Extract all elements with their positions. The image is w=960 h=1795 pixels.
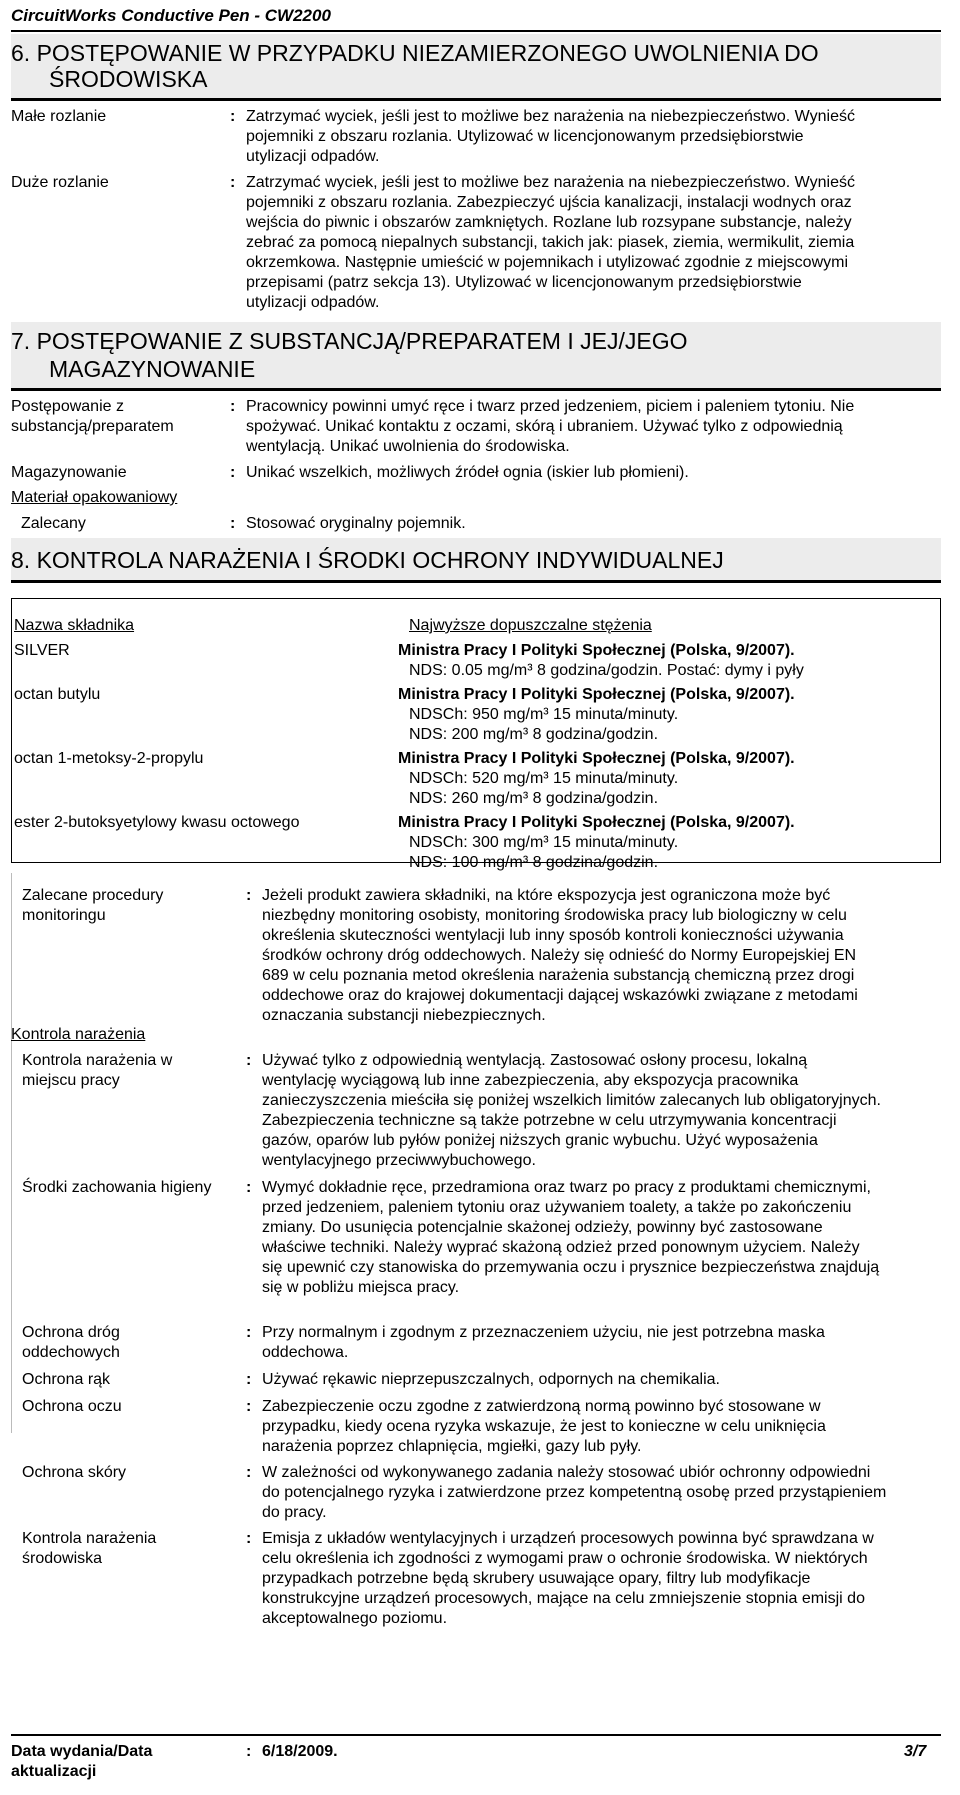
- text-line: do pracy.: [262, 1504, 327, 1521]
- hand-protection-label: Ochrona rąk: [22, 1371, 111, 1388]
- component-name: ester 2-butoksyetylowy kwasu octowego: [14, 814, 300, 831]
- text-line: oddechowa.: [262, 1344, 349, 1361]
- recommended-text: Stosować oryginalny pojemnik.: [246, 515, 466, 532]
- text-line: spożywać. Unikać kontaktu z oczami, skórą i ubraniem. Używać tylko z odpowiednią: [246, 418, 843, 435]
- limit-value: NDS: 260 mg/m³ 8 godzina/godzin.: [409, 790, 659, 807]
- text-line: narażenia poprzez chlapnięcia, mgiełki, gazy lub pyły.: [262, 1438, 642, 1455]
- issue-date-value: 6/18/2009.: [262, 1743, 338, 1760]
- text-line: się upewnić czy stanowiska do przemywania oczu i prysznice bezpieczeństwa znajdują: [262, 1259, 880, 1276]
- colon: :: [230, 464, 236, 481]
- text-line: oznaczania substancji niebezpiecznych.: [262, 1007, 546, 1024]
- section-7-title-line2: MAGAZYNOWANIE: [49, 356, 256, 382]
- colon: :: [246, 1464, 252, 1481]
- workplace-label-line1: Kontrola narażenia w: [22, 1052, 173, 1069]
- hygiene-text: [262, 1178, 942, 1298]
- text-line: wentylację wyciągową lub inne zabezpieczenia, aby ekspozycja pracownika: [262, 1072, 799, 1089]
- text-line: przepisami (patrz sekcja 13). Utylizować w licencjonowanym przedsiębiorstwie: [246, 274, 802, 291]
- text-line: Pracownicy powinni umyć ręce i twarz przed jedzeniem, piciem i paleniem tytoniu. Nie: [246, 398, 855, 415]
- text-line: Przy normalnym i zgodnym z przeznaczeniem użyciu, nie jest potrzebna maska: [262, 1324, 825, 1341]
- text-line: Jeżeli produkt zawiera składniki, na które ekspozycja jest ograniczona może być: [262, 887, 831, 904]
- colon: :: [230, 174, 236, 191]
- text-line: wentylacyjnego przeciwwybuchowego.: [262, 1152, 536, 1169]
- text-line: zmiany. Do usunięcia potencjalnie skażonej odzieży, powinny być zastosowane: [262, 1219, 823, 1236]
- eye-protection-text: [262, 1397, 942, 1457]
- text-line: 689 w celu poznania metod określenia narażenia substancją chemiczną przez drogi: [262, 967, 855, 984]
- limit-source: Ministra Pracy I Polityki Społecznej (Polska, 9/2007).: [398, 686, 795, 703]
- issue-date-label-line2: aktualizacji: [11, 1763, 97, 1780]
- monitoring-label: [22, 886, 163, 926]
- colon: :: [246, 887, 252, 904]
- colon: :: [246, 1743, 252, 1760]
- monitoring-text: [262, 886, 942, 1026]
- section-6-title-line2: ŚRODOWISKA: [49, 66, 208, 92]
- text-line: konstrukcyjne urządzeń procesowych, mające na celu zmniejszenie stopnia emisji do: [262, 1590, 865, 1607]
- text-line: gazów, oparów lub pyłów poniżej niższych granic wybuchu. Użyć wyposażenia: [262, 1132, 818, 1149]
- text-line: przypadkach potrzebne będą skrubery usuwające opary, filtry lub modyfikacje: [262, 1570, 811, 1587]
- handling-label-line1: Postępowanie z: [11, 398, 124, 415]
- colon: :: [230, 108, 236, 125]
- text-line: przypadku, kiedy ocena ryzyka wskazuje, że jest to konieczne w celu uniknięcia: [262, 1418, 826, 1435]
- colon: :: [230, 398, 236, 415]
- component-name: octan 1-metoksy-2-propylu: [14, 750, 204, 767]
- text-line: środków ochrony dróg oddechowych. Należy się odnieść do Normy Europejskiej EN: [262, 947, 857, 964]
- text-line: oddechowe oraz do krajowej dokumentacji dającej wskazówki związane z metodami: [262, 987, 858, 1004]
- text-line: wentylacją. Unikać uwolnienia do środowiska.: [246, 438, 570, 455]
- text-line: do potencjalnego ryzyka i zatwierdzone przez kompetentną osobę przed przystąpieniem: [262, 1484, 887, 1501]
- text-line: Emisja z układów wentylacyjnych i urządzeń procesowych powinna być sprawdzana w: [262, 1530, 874, 1547]
- workplace-label-line2: miejscu pracy: [22, 1072, 120, 1089]
- text-line: określenia skuteczności wentylacji lub inny sposób kontroli konieczności używania: [262, 927, 844, 944]
- section-8-title: 8. KONTROLA NARAŻENIA I ŚRODKI OCHRONY INDYWIDUALNEJ: [11, 547, 724, 573]
- respiratory-label-line1: Ochrona dróg: [22, 1324, 120, 1341]
- section-6-title-line1: 6. POSTĘPOWANIE W PRZYPADKU NIEZAMIERZONEGO UWOLNIENIA DO: [11, 40, 819, 66]
- text-line: przed jedzeniem, paleniem tytoniu oraz używaniem toalety, a także po zakończeniu: [262, 1199, 852, 1216]
- column-header-limits: Najwyższe dopuszczalne stężenia: [409, 617, 652, 634]
- workplace-control-label: [22, 1051, 172, 1091]
- handling-label-line2: substancją/preparatem: [11, 418, 174, 435]
- issue-date-label-line1: Data wydania/Data: [11, 1743, 153, 1760]
- footer-rule: [11, 1734, 941, 1736]
- text-line: okrzemkowa. Następnie umieścić w pojemnikach i utylizować zgodnie z miejscowymi: [246, 254, 848, 271]
- text-line: akceptowalnego poziomu.: [262, 1610, 448, 1627]
- text-line: właściwe techniki. Należy wyprać skażoną odzież przed ponownym użyciem. Należy: [262, 1239, 860, 1256]
- text-line: celu określenia ich zgodności z wymogami praw o ochronie środowiska. W niektórych: [262, 1550, 868, 1567]
- hygiene-label: Środki zachowania higieny: [22, 1179, 212, 1196]
- colon: :: [246, 1052, 252, 1069]
- section-6-banner: [11, 34, 941, 98]
- monitoring-label-line1: Zalecane procedury: [22, 887, 164, 904]
- header-rule: [11, 30, 941, 32]
- limit-value: NDSCh: 520 mg/m³ 15 minuta/minuty.: [409, 770, 679, 787]
- component-name: SILVER: [14, 642, 70, 659]
- text-line: niezbędny monitoring osobisty, monitoring środowiska pracy lub biologiczny w celu: [262, 907, 847, 924]
- limit-source: Ministra Pracy I Polityki Społecznej (Polska, 9/2007).: [398, 750, 795, 767]
- handling-text: [246, 397, 946, 457]
- issue-date-label: [11, 1742, 152, 1782]
- text-line: się w pobliżu miejsca pracy.: [262, 1279, 460, 1296]
- exposure-control-heading: Kontrola narażenia: [11, 1026, 146, 1043]
- colon: :: [246, 1371, 252, 1388]
- skin-protection-label: Ochrona skóry: [22, 1464, 127, 1481]
- colon: :: [246, 1179, 252, 1196]
- column-header-component: Nazwa składnika: [14, 617, 135, 634]
- text-line: utylizacji odpadów.: [246, 294, 380, 311]
- recommended-label: Zalecany: [21, 515, 86, 532]
- small-spill-label: Małe rozlanie: [11, 108, 107, 125]
- section-6-rule: [11, 98, 941, 101]
- limit-value: NDS: 100 mg/m³ 8 godzina/godzin.: [409, 854, 659, 871]
- colon: :: [246, 1324, 252, 1341]
- handling-label: [11, 397, 174, 437]
- text-line: pojemniki z obszaru rozlania. Zabezpieczyć ujścia kanalizacji, instalacji wodnych oraz: [246, 194, 852, 211]
- environment-label-line2: środowiska: [22, 1550, 103, 1567]
- document-header-title: CircuitWorks Conductive Pen - CW2200: [11, 6, 331, 25]
- section-7-title-line1: 7. POSTĘPOWANIE Z SUBSTANCJĄ/PREPARATEM I JEJ/JEGO: [11, 328, 688, 354]
- text-line: Zabezpieczenia techniczne są także potrzebne w celu utrzymywania koncentracji: [262, 1112, 837, 1129]
- large-spill-text: [246, 173, 946, 313]
- limit-value: NDS: 0.05 mg/m³ 8 godzina/godzin. Postać: dymy i pyły: [409, 662, 804, 679]
- small-spill-text: [246, 107, 946, 167]
- large-spill-label: Duże rozlanie: [11, 174, 109, 191]
- text-line: pojemniki z obszaru rozlania. Utylizować w licencjonowanym przedsiębiorstwie: [246, 128, 804, 145]
- limit-source: Ministra Pracy I Polityki Społecznej (Polska, 9/2007).: [398, 642, 795, 659]
- workplace-control-text: [262, 1051, 942, 1171]
- text-line: W zależności od wykonywanego zadania należy stosować ubiór ochronny odpowiedni: [262, 1464, 871, 1481]
- respiratory-protection-text: [262, 1323, 942, 1363]
- respiratory-label-line2: oddechowych: [22, 1344, 120, 1361]
- text-line: Zatrzymać wyciek, jeśli jest to możliwe bez narażenia na niebezpieczeństwo. Wynieść: [246, 108, 855, 125]
- text-line: Wymyć dokładnie ręce, przedramiona oraz twarz po pracy z produktami chemicznymi,: [262, 1179, 871, 1196]
- skin-protection-text: [262, 1463, 942, 1523]
- section-7-banner: [11, 322, 941, 388]
- section-8-banner: [11, 538, 941, 580]
- page-number: 3/7: [904, 1743, 927, 1760]
- respiratory-protection-label: [22, 1323, 120, 1363]
- storage-text: Unikać wszelkich, możliwych źródeł ognia (iskier lub płomieni).: [246, 464, 689, 481]
- text-line: Zatrzymać wyciek, jeśli jest to możliwe bez narażenia na niebezpieczeństwo. Wynieść: [246, 174, 855, 191]
- text-line: utylizacji odpadów.: [246, 148, 380, 165]
- text-line: Zabezpieczenie oczu zgodne z zatwierdzoną normą powinno być stosowane w: [262, 1398, 821, 1415]
- colon: :: [246, 1530, 252, 1547]
- packaging-heading: Materiał opakowaniowy: [11, 489, 178, 506]
- monitoring-label-line2: monitoringu: [22, 907, 106, 924]
- environment-label-line1: Kontrola narażenia: [22, 1530, 157, 1547]
- exposure-limits-table: [11, 598, 941, 871]
- limit-value: NDSCh: 950 mg/m³ 15 minuta/minuty.: [409, 706, 679, 723]
- colon: :: [246, 1398, 252, 1415]
- limit-value: NDS: 200 mg/m³ 8 godzina/godzin.: [409, 726, 659, 743]
- text-line: wejścia do piwnic i obszarów zamkniętych. Rozlane lub rozsypane substancje, należy: [246, 214, 852, 231]
- environment-control-text: [262, 1529, 942, 1629]
- text-line: Używać tylko z odpowiednią wentylacją. Zastosować osłony procesu, lokalną: [262, 1052, 808, 1069]
- limit-source: Ministra Pracy I Polityki Społecznej (Polska, 9/2007).: [398, 814, 795, 831]
- hand-protection-text: Używać rękawic nieprzepuszczalnych, odpornych na chemikalia.: [262, 1371, 720, 1388]
- text-line: zanieczyszczenia mieściła się poniżej wszelkich limitów zalecanych lub obligatoryjnych.: [262, 1092, 881, 1109]
- component-name: octan butylu: [14, 686, 101, 703]
- eye-protection-label: Ochrona oczu: [22, 1398, 122, 1415]
- section-8-rule: [11, 580, 941, 583]
- limit-value: NDSCh: 300 mg/m³ 15 minuta/minuty.: [409, 834, 679, 851]
- section-7-rule: [11, 388, 941, 391]
- text-line: zebrać za pomocą niepalnych substancji, takich jak: piasek, ziemia, wermikulit, ziemia: [246, 234, 855, 251]
- storage-label: Magazynowanie: [11, 464, 127, 481]
- colon: :: [230, 515, 236, 532]
- environment-control-label: [22, 1529, 156, 1569]
